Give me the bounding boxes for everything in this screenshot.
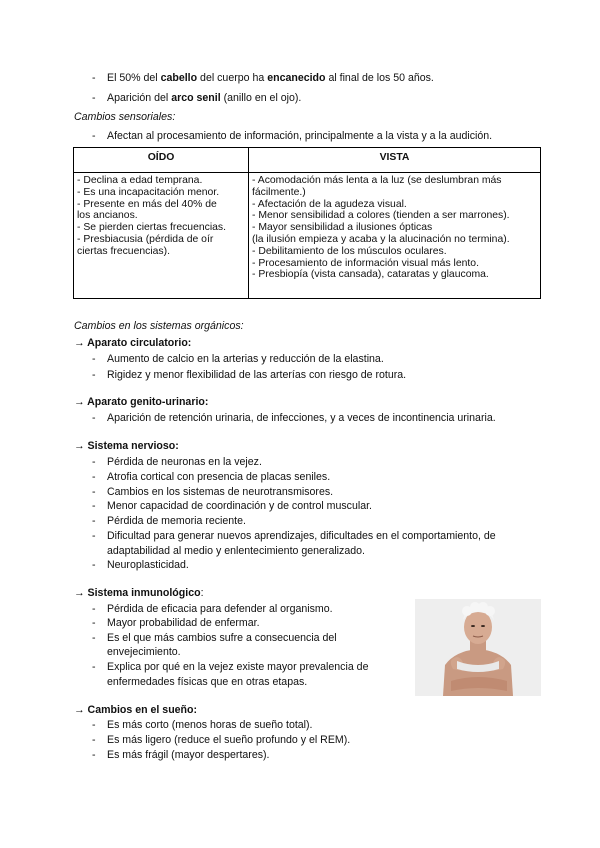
cell-line: - Debilitamiento de los músculos oculares. — [252, 245, 447, 257]
bullet-dash: - — [92, 661, 96, 673]
bullet-dash: - — [92, 500, 96, 512]
bullet-dash: - — [92, 603, 96, 615]
section-title-sueno: → Cambios en el sueño: — [74, 704, 198, 716]
bullet-dash: - — [92, 734, 96, 746]
organic-heading: Cambios en los sistemas orgánicos: — [74, 320, 244, 332]
cell-line: - Declina a edad temprana. — [77, 175, 203, 186]
bullet-dash: - — [92, 92, 96, 104]
text: Pérdida de neuronas en la vejez. — [107, 456, 262, 468]
bullet-dash: - — [92, 412, 96, 424]
cell-line: - Acomodación más lenta a la luz (se deslumbran más — [252, 175, 502, 186]
text: Afectan al procesamiento de información, principalmente a la vista y a la audición. — [107, 130, 493, 142]
text: Neuroplasticidad. — [107, 559, 189, 571]
bullet-dash: - — [92, 719, 96, 731]
text: Pérdida de eficacia para defender al organismo. — [107, 603, 333, 615]
bold-text: arco senil — [171, 92, 221, 104]
text: Dificultad para generar nuevos aprendizajes, dificultades en el comportamiento, de — [107, 530, 496, 542]
text: envejecimiento. — [107, 646, 181, 658]
text: Explica por qué en la vejez existe mayor prevalencia de — [107, 661, 369, 673]
text: Aparición del — [107, 92, 172, 104]
bullet-dash: - — [92, 632, 96, 644]
cell-line: los ancianos. — [77, 210, 138, 222]
text: enfermedades físicas que en otras etapas. — [107, 676, 308, 688]
cell-line: - Afectación de la agudeza visual. — [252, 198, 407, 210]
section-title-genito-urinario: → Aparato genito-urinario: — [74, 396, 209, 408]
bullet-dash: - — [92, 353, 96, 365]
bullet-dash: - — [92, 486, 96, 498]
cell-line: - Presbiopía (vista cansada), cataratas y glaucoma. — [252, 269, 489, 281]
table-header-vista: VISTA — [249, 148, 541, 173]
cell-line: - Procesamiento de información visual más lento. — [252, 257, 479, 269]
text: Es más corto (menos horas de sueño total). — [107, 719, 313, 731]
text: Menor capacidad de coordinación y de control muscular. — [107, 500, 372, 512]
text: Cambios en los sistemas de neurotransmisores. — [107, 486, 334, 498]
text: Aparición de retención urinaria, de infecciones, y a veces de incontinencia urinaria. — [107, 412, 496, 424]
elderly-woman-photo — [415, 599, 541, 696]
bullet-dash: - — [92, 749, 96, 761]
text: Es más frágil (mayor despertares). — [107, 749, 270, 761]
text: Mayor probabilidad de enfermar. — [107, 617, 260, 629]
text: al final de los 50 años. — [325, 72, 434, 84]
cell-line: - Presbiacusia (pérdida de oír — [77, 233, 214, 245]
bold-text: encanecido — [267, 72, 326, 84]
cell-line: - Es una incapacitación menor. — [77, 186, 220, 198]
bullet-dash: - — [92, 617, 96, 629]
text: (anillo en el ojo). — [220, 92, 302, 104]
bullet-dash: - — [92, 515, 96, 527]
bold-text: cabello — [160, 72, 198, 84]
text: El 50% del — [107, 72, 161, 84]
table-header-oido: OÍDO — [74, 148, 249, 173]
cell-line: - Mayor sensibilidad a ilusiones ópticas — [252, 222, 433, 234]
bullet-dash: - — [92, 456, 96, 468]
cell-line: - Menor sensibilidad a colores (tienden a ser marrones). — [252, 210, 510, 222]
text: adaptabilidad al medio y enlentecimiento generalizado. — [107, 545, 365, 557]
text: Atrofia cortical con presencia de placas seniles. — [107, 471, 331, 483]
section-title-circulatorio: → Aparato circulatorio: — [74, 337, 192, 349]
cell-line: fácilmente.) — [252, 186, 306, 198]
text: Pérdida de memoria reciente. — [107, 515, 246, 527]
table-cell-vista — [249, 173, 541, 299]
cell-line: - Se pierden ciertas frecuencias. — [77, 222, 227, 234]
text: Es más ligero (reduce el sueño profundo y el REM). — [107, 734, 351, 746]
cell-line: (la ilusión empieza y acaba y la alucinación no termina). — [252, 233, 510, 245]
bullet-dash: - — [92, 471, 96, 483]
bullet-dash: - — [92, 559, 96, 571]
section-title-inmunologico: → Sistema inmunológico: — [74, 587, 204, 599]
text: del cuerpo ha — [197, 72, 268, 84]
bullet-dash: - — [92, 130, 96, 142]
elderly-woman-illustration — [415, 599, 541, 696]
cell-line: - Presente en más del 40% de — [77, 198, 217, 210]
table-cell-oido — [74, 173, 249, 299]
bullet-dash: - — [92, 369, 96, 381]
text: Rigidez y menor flexibilidad de las arterías con riesgo de rotura. — [107, 369, 407, 381]
bullet-dash: - — [92, 72, 96, 84]
bullet-dash: - — [92, 530, 96, 542]
sensory-table — [73, 147, 541, 299]
section-title-nervioso: → Sistema nervioso: — [74, 440, 179, 452]
sensory-heading: Cambios sensoriales: — [74, 111, 176, 123]
cell-line: ciertas frecuencias). — [77, 245, 170, 257]
text: Es el que más cambios sufre a consecuencia del — [107, 632, 337, 644]
text: Aumento de calcio en la arterias y reducción de la elastina. — [107, 353, 384, 365]
